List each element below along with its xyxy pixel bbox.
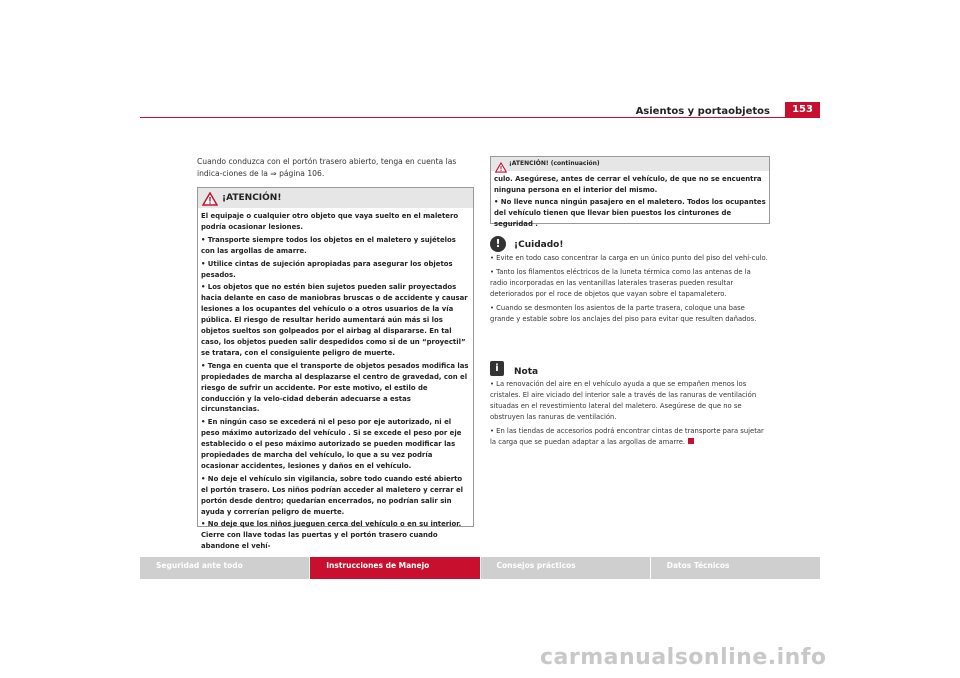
footer-tab-seguridad[interactable]: Seguridad ante todo xyxy=(140,557,309,579)
caution-item: • Evite en todo caso concentrar la carga en un único punto del piso del vehí-culo. xyxy=(490,254,768,262)
caution-title: ¡Cuidado! xyxy=(514,240,564,250)
note-title: Nota xyxy=(514,367,539,377)
warning-item: • Tenga en cuenta que el transporte de objetos pesados modifica las propiedades de marcha al desplazarse el centro de gravedad, con el riesgo de sufrir un accidente. Por este motivo, el estilo de conducción y la velo-cidad deberán adecuarse a estas circunstancias. xyxy=(201,361,469,414)
warning-item: • Transporte siempre todos los objetos en el maletero y sujételos con las argollas de amarre. xyxy=(201,235,456,255)
warning-header xyxy=(198,188,473,208)
note-icon: i xyxy=(490,361,504,376)
note-item: • La renovación del aire en el vehículo ayuda a que se empañen menos los cristales. El aire viciado del interior sale a través de las ranuras de ventilación situadas en el revestimiento lateral del maletero. Asegúrese de que no se obstruyen las ranuras de ventilación. xyxy=(490,380,757,421)
exclamation-icon: ! xyxy=(490,236,506,252)
footer-nav xyxy=(140,557,820,579)
warning-item: • Utilice cintas de sujeción apropiadas para asegurar los objetos pesados. xyxy=(201,259,453,279)
warning-continuation-body xyxy=(491,171,769,230)
warning-continuation-box xyxy=(490,156,770,228)
warning-item: • No deje que los niños jueguen cerca del vehículo o en su interior. Cierre con llave todas las puertas y el portón trasero cuando abandone el vehí- xyxy=(201,520,462,551)
header-divider xyxy=(140,117,820,118)
warning-box xyxy=(197,187,474,551)
footer-tab-datos[interactable]: Datos Técnicos xyxy=(651,557,820,579)
footer-tab-instrucciones[interactable]: Instrucciones de Manejo xyxy=(310,557,479,579)
intro-text: Cuando conduzca con el portón trasero abierto, tenga en cuenta las indica-ciones de la ⇒ página 106. xyxy=(197,157,457,178)
warning-item: • No lleve nunca ningún pasajero en el maletero. Todos los ocupantes del vehículo tienen que llevar bien puestos los cinturones de seguridad . xyxy=(494,197,766,228)
warning-item: • No deje el vehículo sin vigilancia, sobre todo cuando esté abierto el portón trasero. Los niños podrían acceder al maletero y cerrar el portón desde dentro; quedarían encerrados, no podrían salir sin ayuda y correrían peligro de muerte. xyxy=(201,474,464,516)
warning-item: culo. Asegúrese, antes de cerrar el vehículo, de que no se encuentra ninguna persona en el interior del mismo. xyxy=(494,175,762,194)
footer-tab-consejos[interactable]: Consejos prácticos xyxy=(481,557,650,579)
note-item xyxy=(490,426,768,448)
caution-item: • Tanto los filamentos eléctricos de la luneta térmica como las antenas de la radio incorporadas en las ventanillas laterales traseras pueden resultar deteriorados por el roce de objetos que vayan sobre el tapamaletero. xyxy=(490,267,751,298)
caution-item: • Cuando se desmonten los asientos de la parte trasera, coloque una base grande y estable sobre los anclajes del piso para evitar que resulten dañados. xyxy=(490,303,757,323)
warning-triangle-icon xyxy=(495,158,507,177)
warning-item: • En ningún caso se excederá ni el peso por eje autorizado, ni el peso máximo autorizado del vehículo . Si se excede el peso por eje establecido o el peso máximo autorizado se pueden modificar las propiedades de marcha del vehículo, lo que a su vez podría ocasionar accidentes, lesiones y daños en el vehículo. xyxy=(201,418,462,470)
warning-continuation-title: ¡ATENCIÓN! (continuación) xyxy=(509,160,600,167)
warning-continuation-header xyxy=(491,157,769,171)
warning-item: El equipaje o cualquier otro objeto que vaya suelto en el maletero podría ocasionar lesiones. xyxy=(201,212,459,231)
warning-body xyxy=(198,208,473,552)
end-of-section-icon xyxy=(688,438,694,444)
note-body xyxy=(490,379,768,450)
warning-item: • Los objetos que no estén bien sujetos pueden salir proyectados hacia delante en caso de maniobras bruscas o de accidente y causar lesiones a los ocupantes del vehículo o a otros usuarios de la vía pública. El riesgo de resultar herido aumentará aún más si los objetos sueltos son golpeados por el airbag al dispararse. En tal caso, los objetos pueden salir despedidos como si de un “proyectil” se tratara, con el consiguiente peligro de muerte. xyxy=(201,283,468,357)
watermark: carmanualsonline.info xyxy=(540,645,827,670)
warning-title: ¡ATENCIÓN! xyxy=(222,193,282,203)
page-number: 153 xyxy=(785,102,820,118)
caution-body xyxy=(490,253,768,327)
warning-triangle-icon xyxy=(202,191,218,210)
note-item-text: • En las tiendas de accesorios podrá encontrar cintas de transporte para sujetar la carga que se puedan adaptar a las argollas de amarre. xyxy=(490,426,764,446)
page-header-title: Asientos y portaobjetos xyxy=(635,106,770,117)
